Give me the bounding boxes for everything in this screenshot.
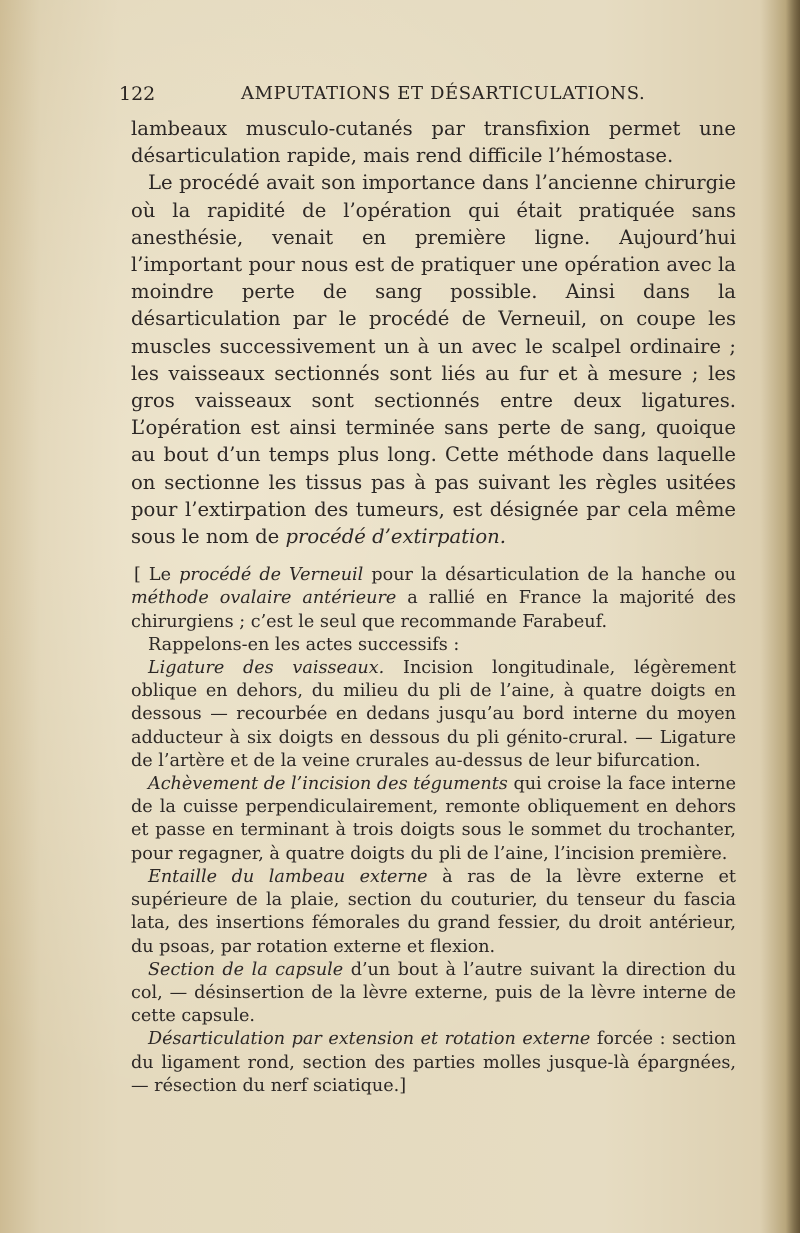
note-p6-italic: Section de la capsule <box>148 959 344 980</box>
note-paragraph-7 <box>131 1028 736 1098</box>
note-p6-text: d’un bout à l’autre suivant la direction du col, — désinsertion de la lèvre externe, puis de la lèvre interne de cette capsule. <box>131 959 737 1027</box>
note-p3-text: Incision longitudinale, légèrement oblique en dehors, du milieu du pli de l’aine, à quatre doigts en dessous — recourbée en dedans jusqu’au bord interne du moyen adducteur à six doigts en dessous du pli génito-crural. — Ligature de l’artère et de la veine crurales au-dessus de leur bifurcation. <box>131 658 736 771</box>
note-paragraph-1 <box>131 564 736 634</box>
main-text <box>131 115 736 550</box>
note-paragraph-5 <box>131 866 736 959</box>
note-paragraph-3 <box>131 657 736 773</box>
note-p4-text: qui croise la face interne de la cuisse perpendiculairement, remonte obliquement en dehors et passe en terminant à trois doigts sous le sommet du trochanter, pour regagner, à quatre doigts du pli de l’aine, l’incision première. <box>131 774 736 864</box>
main-paragraph-2 <box>131 169 736 550</box>
note-p1-italic-2: méthode ovalaire antérieure <box>131 588 397 609</box>
main-paragraph-1: lambeaux musculo-cutanés par transfixion permet une désarticulation rapide, mais rend difficile l’hémostase. <box>131 117 736 168</box>
note-open-bracket: [ <box>134 565 141 586</box>
note-p1-lead: Le <box>148 565 172 586</box>
note-p1-italic-1: procédé de Verneuil <box>179 565 364 586</box>
note-p1-end: a rallié en France la majorité des chirurgiens ; c’est le seul que recommande Farabeuf. <box>131 588 736 632</box>
note-p7-text: forcée : section du ligament rond, section des parties molles jusque-là épargnées, — résection du nerf sciatique. <box>131 1029 736 1096</box>
page-body <box>131 115 736 1098</box>
main-paragraph-2-text: Le procédé avait son importance dans l’ancienne chirurgie où la rapidité de l’opération qui était pratiquée sans anesthésie, venait en première ligne. Aujourd’hui l’important pour nous est de pratiquer une opération avec la moindre perte de sang possible. Ainsi dans la désarticulation par le procédé de Verneuil, on coupe les muscles successivement un à un avec le scalpel ordinaire ; les vaisseaux sectionnés sont liés au fur et à mesure ; les gros vaisseaux sont sectionnés entre deux ligatures. L’opération est ainsi terminée sans perte de sang, quoique au bout d’un temps plus long. Cette méthode dans laquelle on sectionne les tissus pas à pas suivant les règles usitées pour l’extirpation des tumeurs, est désignée par cela même sous le nom de <box>131 171 736 549</box>
page-header <box>119 83 679 109</box>
note-p3-italic: Ligature des vaisseaux. <box>148 658 385 679</box>
bracketed-note <box>131 564 736 1098</box>
note-p7-italic: Désarticulation par extension et rotation externe <box>148 1029 591 1050</box>
note-p4-italic: Achèvement de l’incision des téguments <box>148 774 508 795</box>
running-title: AMPUTATIONS ET DÉSARTICULATIONS. <box>241 83 646 104</box>
note-paragraph-2: Rappelons-en les actes successifs : <box>148 634 460 655</box>
note-p5-italic: Entaille du lambeau externe <box>148 866 428 887</box>
note-paragraph-6 <box>131 959 736 1029</box>
note-p1-mid: pour la désarticulation de la hanche ou <box>371 565 737 586</box>
note-close-bracket: ] <box>399 1075 407 1096</box>
main-paragraph-2-italic: procédé d’extirpation. <box>285 525 507 549</box>
note-p5-text: à ras de la lèvre externe et supérieure de la plaie, section du couturier, du tenseur du fascia lata, des insertions fémorales du grand fessier, du droit antérieur, du psoas, par rotation externe et flexion. <box>131 866 737 957</box>
page-number: 122 <box>119 83 156 105</box>
note-paragraph-4 <box>131 773 736 866</box>
page-spine-shadow <box>786 0 800 1233</box>
